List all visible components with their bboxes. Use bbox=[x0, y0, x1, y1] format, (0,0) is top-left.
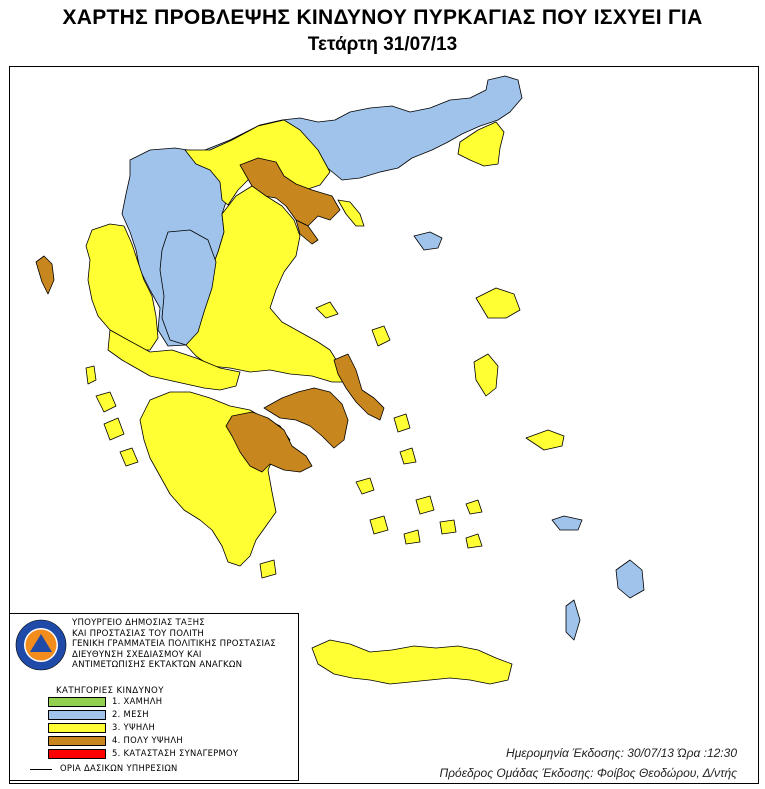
island-cyclades-10 bbox=[466, 500, 482, 514]
legend-box bbox=[9, 613, 299, 781]
island-cyclades-9 bbox=[260, 560, 276, 578]
ministry-line-4: ΔΙΕΥΘΥΝΣΗ ΣΧΕΔΙΑΣΜΟΥ ΚΑΙ bbox=[72, 649, 202, 660]
island-lemnos-high bbox=[476, 288, 520, 318]
island-chios-high bbox=[526, 430, 564, 450]
legend-swatch-medium bbox=[48, 710, 106, 720]
ministry-line-5: ΑΝΤΙΜΕΤΩΠΙΣΗΣ ΕΚΤΑΚΤΩΝ ΑΝΑΓΚΩΝ bbox=[72, 660, 243, 670]
island-kefalonia-high bbox=[96, 392, 116, 412]
ministry-line-3: ΓΕΝΙΚΗ ΓΡΑΜΜΑΤΕΙΑ ΠΟΛΙΤΙΚΗΣ ΠΡΟΣΤΑΣΙΑΣ bbox=[72, 639, 276, 649]
island-zakynthos-high bbox=[120, 448, 138, 466]
legend-swatch-alarm bbox=[48, 749, 106, 759]
legend-swatch-low bbox=[48, 697, 106, 707]
island-cyclades-2 bbox=[400, 448, 416, 464]
island-ithaca-high bbox=[104, 418, 124, 440]
boundary-label: ΟΡΙΑ ΔΑΣΙΚΩΝ ΥΠΗΡΕΣΙΩΝ bbox=[60, 763, 178, 773]
island-rhodes-medium bbox=[616, 560, 644, 598]
categories-title: ΚΑΤΗΓΟΡΙΕΣ ΚΙΝΔΥΝΟΥ bbox=[56, 686, 164, 696]
island-cyclades-5 bbox=[440, 520, 456, 534]
island-cyclades-3 bbox=[416, 496, 434, 514]
island-cyclades-6 bbox=[404, 530, 420, 544]
island-cyclades-4 bbox=[370, 516, 388, 534]
island-karpathos-medium bbox=[566, 600, 580, 640]
issue-author: Πρόεδρος Ομάδας Έκδοσης: Φοίβος Θεοδώρου, Δ/ντής bbox=[439, 766, 737, 780]
legend-label-high: 3. ΥΨΗΛΗ bbox=[112, 722, 156, 732]
island-lesvos-high bbox=[474, 354, 498, 396]
region-crete-high bbox=[312, 640, 512, 684]
map-title: ΧΑΡΤΗΣ ΠΡΟΒΛΕΨΗΣ ΚΙΝΔΥΝΟΥ ΠΥΡΚΑΓΙΑΣ ΠΟΥ ΙΣΧΥΕΙ ΓΙΑ bbox=[62, 6, 703, 29]
map-date: Τετάρτη 31/07/13 bbox=[307, 34, 458, 55]
legend-swatch-very-high bbox=[48, 736, 106, 746]
boundary-line-symbol bbox=[30, 769, 52, 770]
legend-label-low: 1. ΧΑΜΗΛΗ bbox=[112, 696, 163, 706]
island-thasos-medium bbox=[414, 232, 442, 250]
ministry-line-2: ΚΑΙ ΠΡΟΣΤΑΣΙΑΣ ΤΟΥ ΠΟΛΙΤΗ bbox=[72, 628, 205, 639]
ministry-line-1: ΥΠΟΥΡΓΕΙΟ ΔΗΜΟΣΙΑΣ ΤΑΞΗΣ bbox=[72, 618, 205, 628]
civil-protection-emblem-icon bbox=[15, 619, 67, 671]
island-kos-medium bbox=[552, 516, 582, 530]
issue-date: Ημερομηνία Έκδοσης: 30/07/13 Ώρα :12:30 bbox=[506, 746, 737, 760]
island-cyclades-7 bbox=[466, 534, 482, 548]
island-skyros-high bbox=[372, 326, 390, 346]
island-cyclades-8 bbox=[394, 414, 410, 432]
legend-label-very-high: 4. ΠΟΛΥ ΥΨΗΛΗ bbox=[112, 735, 183, 745]
island-skiathos-high bbox=[316, 302, 338, 318]
island-corfu-very-high bbox=[36, 256, 54, 294]
legend-label-medium: 2. ΜΕΣΗ bbox=[112, 709, 149, 719]
legend-swatch-high bbox=[48, 723, 106, 733]
region-chalkidiki-finger-2 bbox=[338, 200, 364, 226]
island-lefkada-high bbox=[86, 366, 96, 384]
legend-label-alarm: 5. ΚΑΤΑΣΤΑΣΗ ΣΥΝΑΓΕΡΜΟΥ bbox=[112, 748, 239, 758]
ministry-text bbox=[72, 618, 276, 671]
island-cyclades-1 bbox=[356, 478, 374, 494]
